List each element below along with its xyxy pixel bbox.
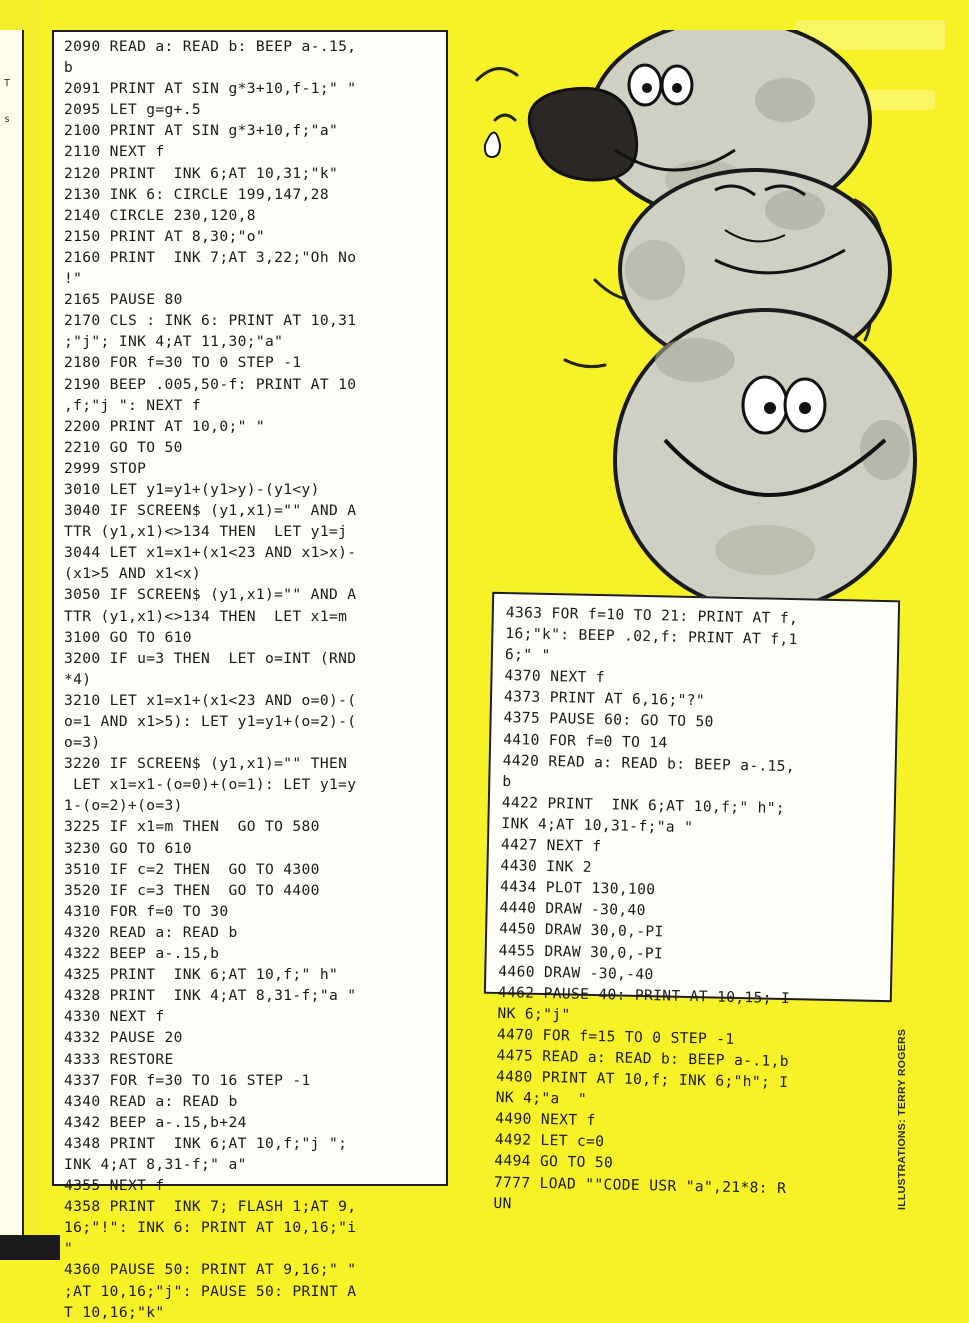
code-line: 1-(o=2)+(o=3) [64,797,183,815]
code-line: 2140 CIRCLE 230,120,8 [64,206,256,224]
code-line: 4480 PRINT AT 10,f; INK 6;"h"; I [495,1068,789,1092]
code-line: 3040 IF SCREEN$ (y1,x1)="" AND A [64,502,357,520]
code-line: 2091 PRINT AT SIN g*3+10,f-1;" " [64,80,357,98]
code-line: 4494 GO TO 50 [494,1152,614,1172]
code-line: 4363 FOR f=10 TO 21: PRINT AT f, [505,604,799,628]
code-line: NK 6;"j" [497,1004,571,1024]
page-edge-glyph: s [4,114,11,125]
code-line: *4) [64,670,92,688]
code-line: 3100 GO TO 610 [64,628,192,646]
code-line: 2120 PRINT INK 6;AT 10,31;"k" [64,164,339,182]
code-line: 2170 CLS : INK 6: PRINT AT 10,31 [64,312,357,330]
code-line: 2130 INK 6: CIRCLE 199,147,28 [64,185,329,203]
code-line: 4330 NEXT f [64,1008,165,1026]
code-line: 4475 READ a: READ b: BEEP a-.1,b [496,1046,790,1071]
code-listing-left [52,30,448,1321]
code-line: TTR (y1,x1)<>134 THEN LET x1=m [64,607,348,625]
code-line: 2160 PRINT INK 7;AT 3,22;"Oh No [64,248,357,266]
code-line: ;"j"; INK 4;AT 11,30;"a" [64,333,284,351]
code-line: 4328 PRINT INK 4;AT 8,31-f;"a " [64,987,357,1005]
code-line: 4375 PAUSE 60: GO TO 50 [503,709,714,731]
code-line: 3200 IF u=3 THEN LET o=INT (RND [64,649,357,667]
code-line: 2999 STOP [64,459,147,477]
code-line: 4492 LET c=0 [494,1131,605,1151]
code-line: 3220 IF SCREEN$ (y1,x1)="" THEN [64,755,348,773]
code-line: 6;" " [504,646,551,665]
code-line: 3230 GO TO 610 [64,839,192,857]
binding-shadow [0,1235,60,1260]
code-line: 4422 PRINT INK 6;AT 10,f;" h"; [501,793,786,817]
code-line: 4348 PRINT INK 6;AT 10,f;"j "; [64,1134,348,1152]
code-line: 4410 FOR f=0 TO 14 [502,730,668,752]
code-line: 4460 DRAW -30,-40 [498,962,654,983]
code-line: 4430 INK 2 [500,857,593,877]
code-line: 4310 FOR f=0 TO 30 [64,902,229,920]
code-line: 4355 NEXT f [64,1177,165,1195]
code-line: 4333 RESTORE [64,1050,174,1068]
code-line: 2090 READ a: READ b: BEEP a-.15, [64,38,357,55]
code-line: " [64,1240,74,1258]
code-line: UN [493,1194,512,1212]
code-line: 4434 PLOT 130,100 [499,878,656,899]
code-line: LET x1=x1-(o=0)+(o=1): LET y1=y [64,776,357,794]
code-line: 4440 DRAW -30,40 [499,899,646,920]
code-line: 4450 DRAW 30,0,-PI [499,920,664,941]
code-line: 4320 READ a: READ b [64,923,238,941]
code-line: ;AT 10,16;"j": PAUSE 50: PRINT A [64,1282,357,1300]
page-edge-glyph: T [4,78,11,89]
code-line: (x1>5 AND x1<x) [64,565,202,583]
code-line: 4322 BEEP a-.15,b [64,945,220,963]
code-line: 2150 PRINT AT 8,30;"o" [64,227,265,245]
code-line: b [64,59,74,77]
code-line: o=3) [64,734,101,752]
code-line: 4455 DRAW 30,0,-PI [498,941,664,962]
code-line: 4337 FOR f=30 TO 16 STEP -1 [64,1071,311,1089]
code-line: 3225 IF x1=m THEN GO TO 580 [64,818,320,836]
code-line: 4340 READ a: READ b [64,1092,238,1110]
code-line: 4470 FOR f=15 TO 0 STEP -1 [496,1025,735,1048]
code-line: 4420 READ a: READ b: BEEP a-.15, [502,751,796,775]
code-line: 3044 LET x1=x1+(x1<23 AND x1>x)- [64,544,357,562]
code-line: 2110 NEXT f [64,143,165,161]
code-line: 2210 GO TO 50 [64,438,183,456]
code-listing-right [484,592,900,1212]
code-line: 16;"!": INK 6: PRINT AT 10,16;"i [64,1219,357,1237]
code-line: 4370 NEXT f [504,667,606,687]
code-line: 16;"k": BEEP .02,f: PRINT AT f,1 [505,625,798,649]
code-line: 4427 NEXT f [500,836,602,856]
code-line: 2100 PRINT AT SIN g*3+10,f;"a" [64,122,339,140]
code-line: 3010 LET y1=y1+(y1>y)-(y1<y) [64,480,320,498]
code-line: 7777 LOAD ""CODE USR "a",21*8: R [493,1173,787,1197]
bottom-ball [615,310,915,610]
code-line: 4360 PAUSE 50: PRINT AT 9,16;" " [64,1261,357,1279]
code-line: 4332 PAUSE 20 [64,1029,183,1047]
code-line: o=1 AND x1>5): LET y1=y1+(o=2)-( [64,713,357,730]
three-balls-illustration [465,30,925,620]
code-line: 2190 BEEP .005,50-f: PRINT AT 10 [64,375,357,393]
code-line: 4325 PRINT INK 6;AT 10,f;" h" [64,966,339,984]
code-line: 3210 LET x1=x1+(x1<23 AND o=0)-( [64,691,357,709]
code-line: T 10,16;"k" [64,1303,165,1321]
code-line: 2165 PAUSE 80 [64,291,183,309]
code-line: 3520 IF c=3 THEN GO TO 4400 [64,881,320,899]
code-line: 4462 PAUSE 40: PRINT AT 10,15; I [497,983,791,1007]
code-line: 4358 PRINT INK 7; FLASH 1;AT 9, [64,1198,357,1216]
code-line: 2200 PRINT AT 10,0;" " [64,417,265,435]
code-line: NK 4;"a " [495,1089,588,1109]
code-line: 2180 FOR f=30 TO 0 STEP -1 [64,354,302,372]
code-line: INK 4;AT 8,31-f;" a" [64,1155,247,1173]
code-line: 3510 IF c=2 THEN GO TO 4300 [64,860,320,878]
code-line: 3050 IF SCREEN$ (y1,x1)="" AND A [64,586,357,604]
code-line: 2095 LET g=g+.5 [64,101,202,119]
code-line: b [502,772,512,790]
code-line: 4342 BEEP a-.15,b+24 [64,1113,247,1131]
code-line: TTR (y1,x1)<>134 THEN LET y1=j [64,523,348,541]
illustration-credit: ILLUSTRATIONS: TERRY ROGERS [896,1028,908,1210]
code-line: !" [64,270,83,288]
code-line: ,f;"j ": NEXT f [64,396,202,414]
previous-page-edge [0,30,24,1235]
code-line: INK 4;AT 10,31-f;"a " [501,814,694,836]
code-line: 4490 NEXT f [495,1110,596,1130]
code-line: 4373 PRINT AT 6,16;"?" [503,688,706,710]
